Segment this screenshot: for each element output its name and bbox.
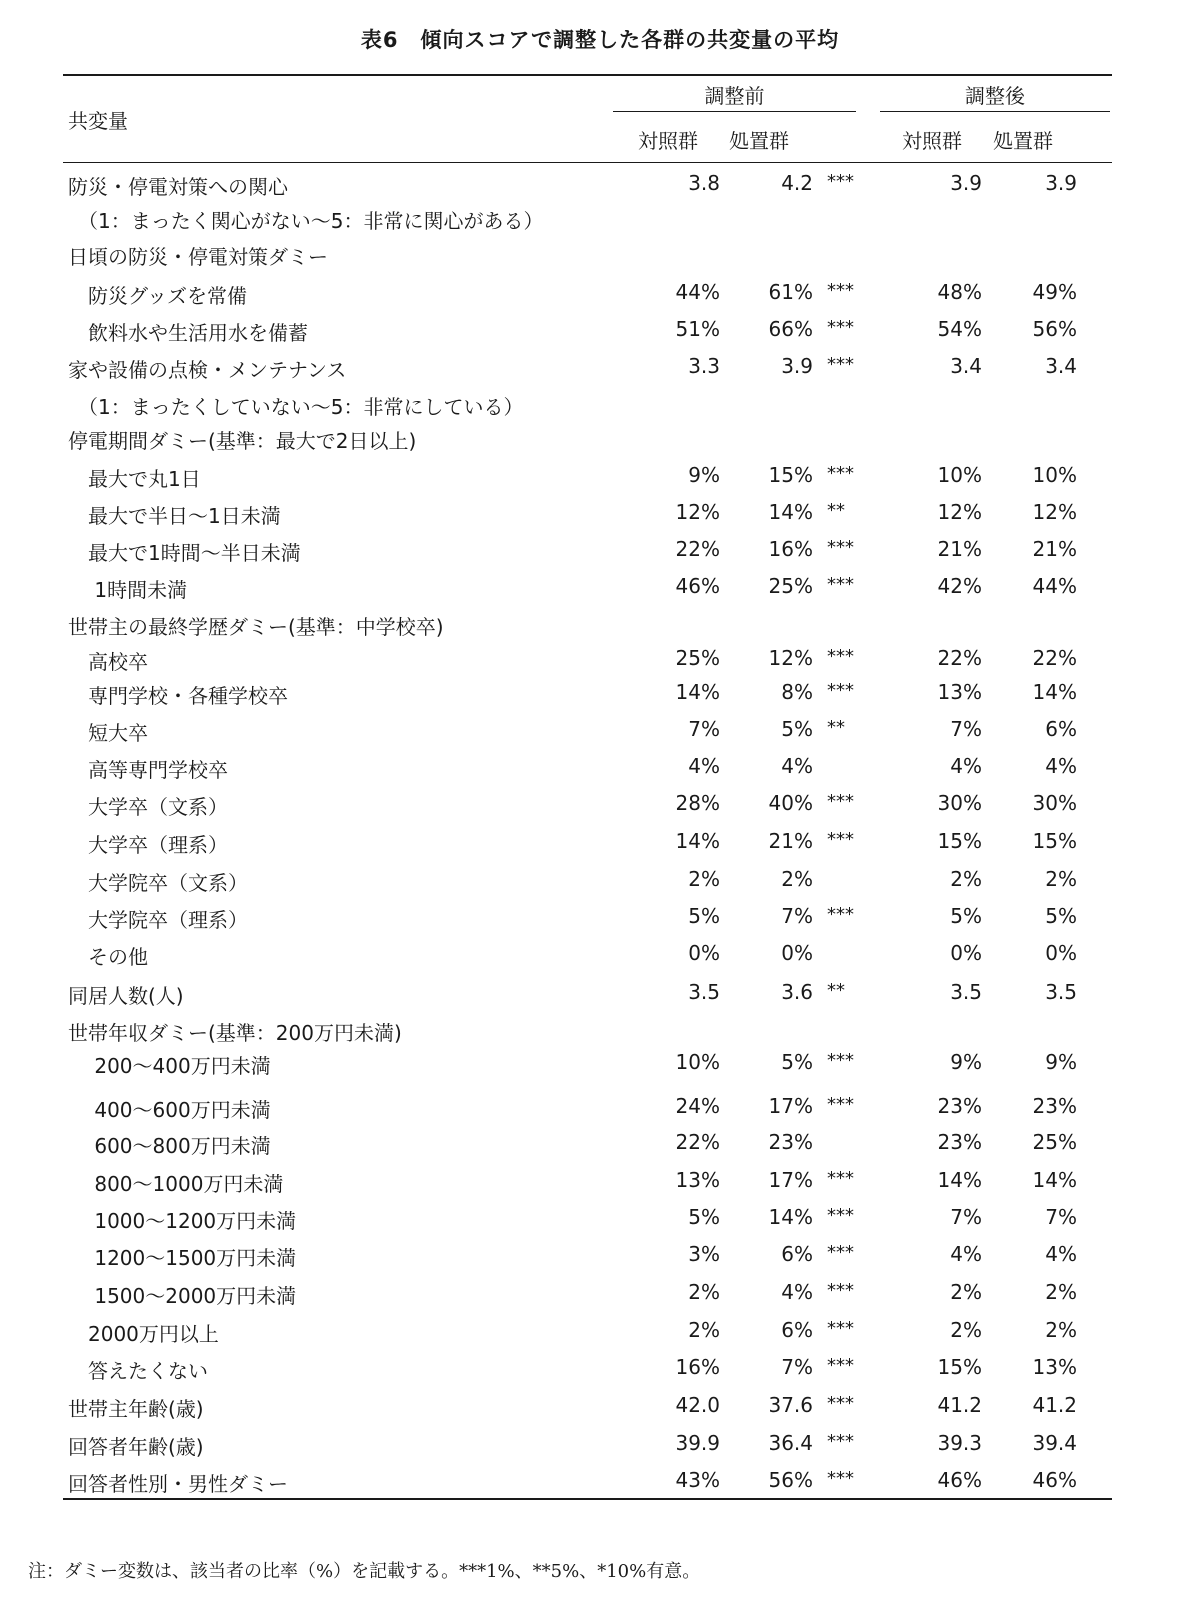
covariate-label: 最大で丸1日 xyxy=(68,467,201,491)
after-control-value: 0% xyxy=(950,941,982,965)
covariate-label: 飲料水や生活用水を備蓄 xyxy=(68,321,308,345)
covariate-header: 共変量 xyxy=(68,109,128,133)
before-treated-value: 14% xyxy=(768,500,813,524)
table-row xyxy=(0,205,1200,235)
after-control-value: 39.3 xyxy=(937,1431,982,1455)
before-control-value: 13% xyxy=(675,1168,720,1192)
significance-marker: *** xyxy=(827,1205,854,1226)
after-control-value: 30% xyxy=(937,791,982,815)
before-control-value: 46% xyxy=(675,574,720,598)
before-treated-value: 4% xyxy=(781,754,813,778)
before-control-value: 14% xyxy=(675,680,720,704)
covariate-label: （1：まったく関心がない〜5：非常に関心がある） xyxy=(68,209,544,233)
table-row xyxy=(0,463,1200,493)
after-control-value: 15% xyxy=(937,829,982,853)
before-control-value: 4% xyxy=(688,754,720,778)
before-control-value: 39.9 xyxy=(675,1431,720,1455)
before-treated-value: 3.9 xyxy=(781,354,813,378)
table-note: 注：ダミー変数は、該当者の比率（%）を記載する。***1%、**5%、*10%有意。 xyxy=(28,1561,701,1582)
covariate-label: 世帯主年齢(歳) xyxy=(68,1397,204,1421)
before-treated-value: 6% xyxy=(781,1242,813,1266)
after-treated-value: 46% xyxy=(1032,1468,1077,1492)
table-row xyxy=(0,317,1200,347)
table-row xyxy=(0,717,1200,747)
covariate-label: 800〜1000万円未満 xyxy=(68,1172,284,1196)
after-treated-value: 44% xyxy=(1032,574,1077,598)
significance-marker: *** xyxy=(827,1050,854,1071)
covariate-label: 高等専門学校卒 xyxy=(68,758,228,782)
before-treated-value: 0% xyxy=(781,941,813,965)
after-control-value: 2% xyxy=(950,1318,982,1342)
significance-marker: *** xyxy=(827,354,854,375)
after-control-value: 23% xyxy=(937,1094,982,1118)
significance-marker: *** xyxy=(827,171,854,192)
before-control-value: 14% xyxy=(675,829,720,853)
after-treated-value: 21% xyxy=(1032,537,1077,561)
covariate-label: 1200〜1500万円未満 xyxy=(68,1246,297,1270)
after-control-value: 7% xyxy=(950,1205,982,1229)
after-control-value: 41.2 xyxy=(937,1393,982,1417)
table-row xyxy=(0,867,1200,897)
after-control-value: 15% xyxy=(937,1355,982,1379)
significance-marker: ** xyxy=(827,717,845,738)
covariate-label: 専門学校・各種学校卒 xyxy=(68,684,288,708)
before-control-value: 5% xyxy=(688,1205,720,1229)
before-treated-value: 56% xyxy=(768,1468,813,1492)
covariate-label: 世帯年収ダミー(基準：200万円未満) xyxy=(68,1021,402,1045)
covariate-label: 回答者性別・男性ダミー xyxy=(68,1472,288,1496)
table-row xyxy=(0,1431,1200,1461)
before-control-value: 25% xyxy=(675,646,720,670)
significance-marker: *** xyxy=(827,791,854,812)
before-control-value: 51% xyxy=(675,317,720,341)
covariate-label: その他 xyxy=(68,945,148,969)
before-control-value: 3.5 xyxy=(688,980,720,1004)
table-row xyxy=(0,537,1200,567)
before-treated-header: 処置群 xyxy=(729,129,789,153)
after-treated-value: 56% xyxy=(1032,317,1077,341)
covariate-label: 回答者年齢(歳) xyxy=(68,1435,204,1459)
covariate-label: 日頃の防災・停電対策ダミー xyxy=(68,245,328,269)
covariate-label: 200〜400万円未満 xyxy=(68,1054,271,1078)
covariate-label: 最大で1時間〜半日未満 xyxy=(68,541,301,565)
after-control-value: 13% xyxy=(937,680,982,704)
after-control-value: 7% xyxy=(950,717,982,741)
covariate-label: 答えたくない xyxy=(68,1359,208,1383)
before-adjustment-header: 調整前 xyxy=(704,84,765,108)
before-control-value: 2% xyxy=(688,1280,720,1304)
before-treated-value: 23% xyxy=(768,1130,813,1154)
after-control-value: 46% xyxy=(937,1468,982,1492)
after-control-value: 4% xyxy=(950,1242,982,1266)
before-treated-value: 3.6 xyxy=(781,980,813,1004)
before-control-value: 44% xyxy=(675,280,720,304)
covariate-label: 大学院卒（理系） xyxy=(68,908,248,932)
before-control-value: 9% xyxy=(688,463,720,487)
significance-marker: *** xyxy=(827,1318,854,1339)
covariate-label: 2000万円以上 xyxy=(68,1322,219,1346)
before-treated-value: 61% xyxy=(768,280,813,304)
table-row xyxy=(0,680,1200,710)
covariate-label: 大学卒（理系） xyxy=(68,833,228,857)
after-control-value: 3.5 xyxy=(950,980,982,1004)
after-treated-value: 3.4 xyxy=(1045,354,1077,378)
before-treated-value: 4.2 xyxy=(781,171,813,195)
before-treated-value: 14% xyxy=(768,1205,813,1229)
after-control-value: 12% xyxy=(937,500,982,524)
table-row xyxy=(0,574,1200,604)
after-treated-value: 0% xyxy=(1045,941,1077,965)
table-row xyxy=(0,754,1200,784)
top-rule xyxy=(63,74,1112,76)
table-row xyxy=(0,500,1200,530)
before-control-value: 24% xyxy=(675,1094,720,1118)
table-row xyxy=(0,171,1200,201)
before-control-value: 0% xyxy=(688,941,720,965)
after-control-value: 4% xyxy=(950,754,982,778)
covariate-label: 最大で半日〜1日未満 xyxy=(68,504,281,528)
before-group-rule xyxy=(613,111,856,112)
before-control-value: 5% xyxy=(688,904,720,928)
after-treated-value: 4% xyxy=(1045,754,1077,778)
after-control-value: 23% xyxy=(937,1130,982,1154)
covariate-label: （1：まったくしていない〜5：非常にしている） xyxy=(68,395,524,419)
after-control-value: 42% xyxy=(937,574,982,598)
after-treated-value: 2% xyxy=(1045,867,1077,891)
after-treated-value: 22% xyxy=(1032,646,1077,670)
covariate-label: 防災・停電対策への関心 xyxy=(68,175,288,199)
before-treated-value: 17% xyxy=(768,1094,813,1118)
after-treated-value: 3.9 xyxy=(1045,171,1077,195)
before-treated-value: 16% xyxy=(768,537,813,561)
table-row xyxy=(0,1130,1200,1160)
after-treated-value: 5% xyxy=(1045,904,1077,928)
table-row xyxy=(0,425,1200,455)
after-treated-value: 12% xyxy=(1032,500,1077,524)
after-control-header: 対照群 xyxy=(902,129,962,153)
after-treated-value: 6% xyxy=(1045,717,1077,741)
significance-marker: *** xyxy=(827,280,854,301)
covariate-label: 同居人数(人) xyxy=(68,984,184,1008)
after-treated-value: 15% xyxy=(1032,829,1077,853)
table-row xyxy=(0,1280,1200,1310)
before-treated-value: 25% xyxy=(768,574,813,598)
before-control-value: 3.8 xyxy=(688,171,720,195)
before-treated-value: 6% xyxy=(781,1318,813,1342)
after-control-value: 5% xyxy=(950,904,982,928)
before-control-value: 22% xyxy=(675,1130,720,1154)
before-control-value: 22% xyxy=(675,537,720,561)
before-control-value: 2% xyxy=(688,1318,720,1342)
before-control-value: 42.0 xyxy=(675,1393,720,1417)
after-control-value: 54% xyxy=(937,317,982,341)
after-treated-value: 9% xyxy=(1045,1050,1077,1074)
table-row xyxy=(0,980,1200,1010)
before-control-value: 2% xyxy=(688,867,720,891)
before-control-value: 7% xyxy=(688,717,720,741)
significance-marker: ** xyxy=(827,980,845,1001)
significance-marker: *** xyxy=(827,1468,854,1489)
after-control-value: 9% xyxy=(950,1050,982,1074)
before-control-header: 対照群 xyxy=(638,129,698,153)
table-row xyxy=(0,391,1200,421)
significance-marker: *** xyxy=(827,1242,854,1263)
table-row xyxy=(0,1355,1200,1385)
after-treated-value: 41.2 xyxy=(1032,1393,1077,1417)
after-control-value: 22% xyxy=(937,646,982,670)
before-treated-value: 4% xyxy=(781,1280,813,1304)
after-treated-value: 7% xyxy=(1045,1205,1077,1229)
after-treated-value: 30% xyxy=(1032,791,1077,815)
after-treated-header: 処置群 xyxy=(993,129,1053,153)
before-treated-value: 66% xyxy=(768,317,813,341)
after-control-value: 2% xyxy=(950,867,982,891)
before-control-value: 43% xyxy=(675,1468,720,1492)
table-row xyxy=(0,1094,1200,1124)
after-group-rule xyxy=(880,111,1110,112)
before-treated-value: 12% xyxy=(768,646,813,670)
before-treated-value: 7% xyxy=(781,904,813,928)
table-row xyxy=(0,280,1200,310)
before-treated-value: 21% xyxy=(768,829,813,853)
before-control-value: 28% xyxy=(675,791,720,815)
table-row xyxy=(0,646,1200,676)
before-control-value: 3% xyxy=(688,1242,720,1266)
after-treated-value: 2% xyxy=(1045,1280,1077,1304)
after-control-value: 3.4 xyxy=(950,354,982,378)
after-treated-value: 3.5 xyxy=(1045,980,1077,1004)
after-treated-value: 13% xyxy=(1032,1355,1077,1379)
significance-marker: *** xyxy=(827,1355,854,1376)
covariate-label: 短大卒 xyxy=(68,721,148,745)
before-treated-value: 5% xyxy=(781,717,813,741)
after-treated-value: 14% xyxy=(1032,680,1077,704)
after-treated-value: 49% xyxy=(1032,280,1077,304)
before-treated-value: 2% xyxy=(781,867,813,891)
table-row xyxy=(0,241,1200,271)
after-treated-value: 25% xyxy=(1032,1130,1077,1154)
significance-marker: *** xyxy=(827,1280,854,1301)
table-row xyxy=(0,354,1200,384)
table-row xyxy=(0,1205,1200,1235)
significance-marker: *** xyxy=(827,1431,854,1452)
significance-marker: *** xyxy=(827,829,854,850)
covariate-label: 1000〜1200万円未満 xyxy=(68,1209,297,1233)
significance-marker: *** xyxy=(827,646,854,667)
table-row xyxy=(0,904,1200,934)
table-row xyxy=(0,1017,1200,1047)
before-treated-value: 36.4 xyxy=(768,1431,813,1455)
significance-marker: *** xyxy=(827,574,854,595)
header-bottom-rule xyxy=(63,162,1112,163)
before-treated-value: 8% xyxy=(781,680,813,704)
table-row xyxy=(0,1050,1200,1080)
table-row xyxy=(0,791,1200,821)
table-row xyxy=(0,611,1200,641)
covariate-label: 大学卒（文系） xyxy=(68,795,228,819)
after-treated-value: 23% xyxy=(1032,1094,1077,1118)
covariate-label: 停電期間ダミー(基準：最大で2日以上) xyxy=(68,429,417,453)
covariate-label: 600〜800万円未満 xyxy=(68,1134,271,1158)
after-control-value: 48% xyxy=(937,280,982,304)
significance-marker: *** xyxy=(827,1393,854,1414)
covariate-label: 1時間未満 xyxy=(68,578,188,602)
before-treated-value: 15% xyxy=(768,463,813,487)
after-adjustment-header: 調整後 xyxy=(965,84,1025,108)
before-control-value: 16% xyxy=(675,1355,720,1379)
table-row xyxy=(0,1242,1200,1272)
covariate-label: 大学院卒（文系） xyxy=(68,871,248,895)
covariate-label: 高校卒 xyxy=(68,650,148,674)
covariate-label: 1500〜2000万円未満 xyxy=(68,1284,297,1308)
before-treated-value: 37.6 xyxy=(768,1393,813,1417)
after-treated-value: 10% xyxy=(1032,463,1077,487)
table-title: 表6 傾向スコアで調整した各群の共変量の平均 xyxy=(360,28,840,52)
after-control-value: 3.9 xyxy=(950,171,982,195)
table-row xyxy=(0,1393,1200,1423)
significance-marker: *** xyxy=(827,904,854,925)
covariate-label: 世帯主の最終学歴ダミー(基準：中学校卒) xyxy=(68,615,444,639)
significance-marker: *** xyxy=(827,537,854,558)
significance-marker: *** xyxy=(827,680,854,701)
significance-marker: *** xyxy=(827,317,854,338)
bottom-rule xyxy=(63,1498,1112,1500)
after-control-value: 21% xyxy=(937,537,982,561)
table-row xyxy=(0,941,1200,971)
significance-marker: *** xyxy=(827,1094,854,1115)
table-row xyxy=(0,829,1200,859)
significance-marker: *** xyxy=(827,1168,854,1189)
after-treated-value: 2% xyxy=(1045,1318,1077,1342)
before-control-value: 12% xyxy=(675,500,720,524)
covariate-label: 家や設備の点検・メンテナンス xyxy=(68,358,347,382)
table-row xyxy=(0,1468,1200,1498)
after-treated-value: 39.4 xyxy=(1032,1431,1077,1455)
before-treated-value: 5% xyxy=(781,1050,813,1074)
significance-marker: ** xyxy=(827,500,845,521)
after-control-value: 10% xyxy=(937,463,982,487)
table-row xyxy=(0,1168,1200,1198)
before-treated-value: 7% xyxy=(781,1355,813,1379)
before-control-value: 3.3 xyxy=(688,354,720,378)
after-control-value: 14% xyxy=(937,1168,982,1192)
significance-marker: *** xyxy=(827,463,854,484)
covariate-label: 防災グッズを常備 xyxy=(68,284,247,308)
table-row xyxy=(0,1318,1200,1348)
before-control-value: 10% xyxy=(675,1050,720,1074)
after-control-value: 2% xyxy=(950,1280,982,1304)
after-treated-value: 4% xyxy=(1045,1242,1077,1266)
before-treated-value: 40% xyxy=(768,791,813,815)
covariate-label: 400〜600万円未満 xyxy=(68,1098,271,1122)
before-treated-value: 17% xyxy=(768,1168,813,1192)
after-treated-value: 14% xyxy=(1032,1168,1077,1192)
